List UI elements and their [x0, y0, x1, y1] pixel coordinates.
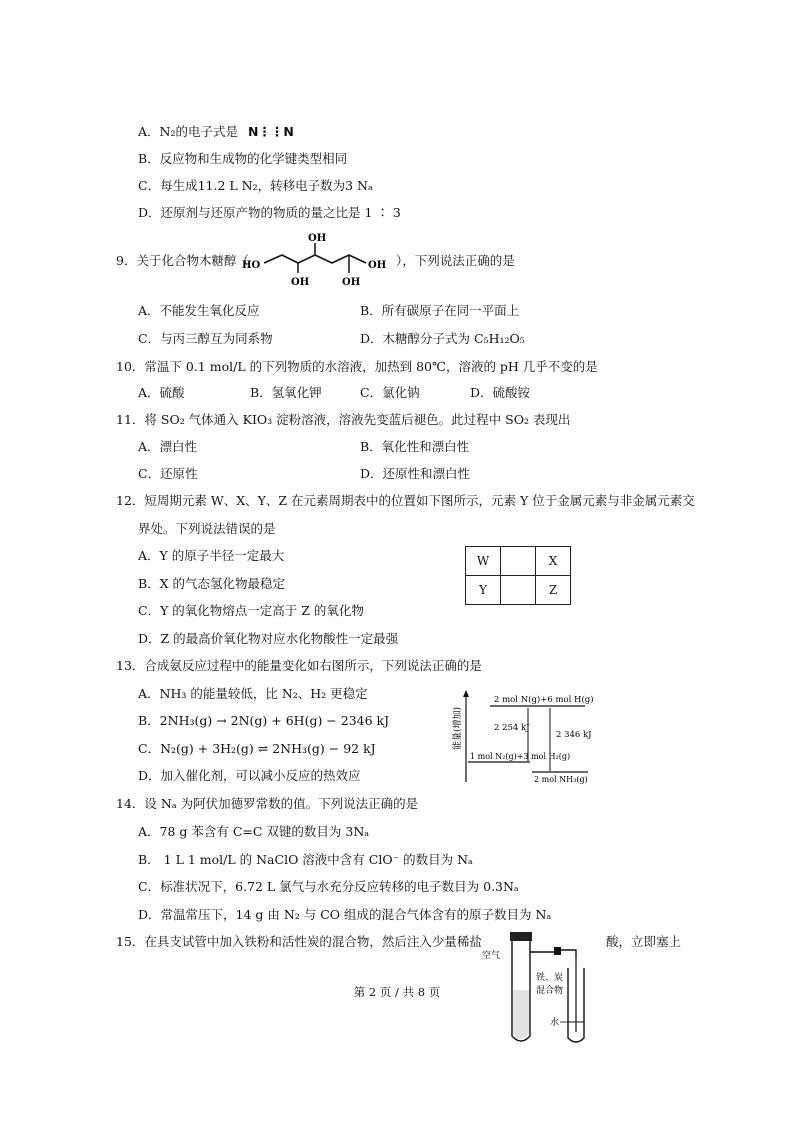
q11-option-b: B．氧化性和漂白性 [360, 439, 470, 454]
right-gap-label: 2 346 kJ [556, 730, 592, 740]
q14-option-b: B． 1 L 1 mol/L 的 NaClO 溶液中含有 ClO⁻ 的数目为 Nₐ [138, 852, 473, 867]
q12-option-d: D．Z 的最高价氧化物对应水化物酸性一定最强 [138, 631, 399, 646]
table-cell-empty [501, 547, 536, 576]
q12-stem-line1: 12．短周期元素 W、X、Y、Z 在元素周期表中的位置如下图所示，元素 Y 位于金属元素与非金属元素交 [116, 493, 695, 508]
q13-option-a: A．NH₃ 的能量较低，比 N₂、H₂ 更稳定 [138, 686, 368, 701]
left-gap-label: 2 254 kJ [494, 723, 530, 733]
periodic-table-excerpt [465, 546, 571, 605]
q14-option-d: D．常温常压下，14 g 由 N₂ 与 CO 组成的混合气体含有的原子数目为 Nₐ [138, 907, 552, 922]
q11-option-a: A．漂白性 [138, 439, 198, 454]
page-footer: 第 2 页 / 共 8 页 [353, 985, 441, 999]
q11-option-c: C．还原性 [138, 466, 198, 481]
table-row [466, 547, 571, 576]
q13-option-b: B．2NH₃(g) → 2N(g) + 6H(g) − 2346 kJ [138, 713, 390, 728]
delivery-tube [530, 950, 576, 958]
q9-option-a: A．不能发生氧化反应 [138, 303, 260, 318]
energy-level-diagram [450, 686, 600, 786]
q10-stem: 10．常温下 0.1 mol/L 的下列物质的水溶液，加热到 80℃，溶液的 pH 几乎不变的是 [116, 359, 598, 374]
q8-option-a-text: A．N₂的电子式是 [138, 124, 238, 139]
ho-label-left: HO [242, 260, 261, 271]
q14-option-a: A．78 g 苯含有 C=C 双键的数目为 3Nₐ [138, 824, 370, 839]
q14-stem: 14．设 Nₐ 为阿伏加德罗常数的值。下列说法正确的是 [116, 796, 419, 811]
table-cell-w: W [466, 547, 501, 576]
q13-stem: 13．合成氨反应过程中的能量变化如右图所示，下列说法正确的是 [116, 658, 482, 673]
q13-option-c: C．N₂(g) + 3H₂(g) ⇌ 2NH₃(g) − 92 kJ [138, 741, 376, 756]
q9-option-c: C．与丙三醇互为同系物 [138, 331, 273, 346]
table-cell-x: X [536, 547, 571, 576]
q12-option-b: B．X 的气态氢化物最稳定 [138, 576, 286, 591]
rubber-joint [554, 947, 561, 955]
table-cell-z: Z [536, 576, 571, 605]
stopper [510, 932, 532, 941]
q9-stem-end: ），下列说法正确的是 [396, 253, 515, 268]
level-middle-label: 1 mol N₂(g)+3 mol H₂(g) [470, 752, 571, 761]
q11-stem: 11．将 SO₂ 气体通入 KIO₃ 淀粉溶液，溶液先变蓝后褪色。此过程中 SO₂ 表现出 [116, 412, 571, 427]
q12-option-c: C．Y 的氧化物熔点一定高于 Z 的氧化物 [138, 603, 364, 618]
q8-option-b: B．反应物和生成物的化学键类型相同 [138, 151, 348, 166]
level-top-label: 2 mol N(g)+6 mol H(g) [494, 695, 594, 705]
carbon-chain [264, 255, 366, 263]
water-label: 水 [550, 1018, 560, 1028]
q8-option-a [138, 124, 294, 140]
oh-label-bottom-right: OH [342, 277, 361, 288]
oh-label-top: OH [308, 233, 327, 244]
oh-label-bottom-left: OH [291, 277, 310, 288]
q10-option-d: D．硫酸铵 [470, 385, 531, 400]
q8-option-c: C．每生成11.2 L N₂，转移电子数为3 Nₐ [138, 178, 373, 193]
q9-stem-start: 9．关于化合物木糖醇（ [116, 253, 249, 268]
q9-option-b: B．所有碳原子在同一平面上 [360, 303, 520, 318]
q9-option-d: D．木糖醇分子式为 C₅H₁₂O₅ [360, 331, 525, 346]
q10-option-a: A．硫酸 [138, 385, 185, 400]
mixture-label-1: 铁、炭 [536, 973, 564, 983]
oh-label-right: OH [368, 260, 387, 271]
table-cell-y: Y [466, 576, 501, 605]
level-bottom-label: 2 mol NH₃(g) [534, 775, 588, 784]
q13-option-d: D．加入催化剂，可以减小反应的热效应 [138, 768, 361, 783]
q15-stem-end: 酸，立即塞上 [606, 934, 682, 949]
n2-electron-formula: N⋮⋮N [247, 124, 294, 139]
q12-stem-line2: 界处。下列说法错误的是 [138, 521, 276, 536]
q11-option-d: D．还原性和漂白性 [360, 466, 471, 481]
q8-option-d: D．还原剂与还原产物的物质的量之比是 1 ∶ 3 [138, 205, 401, 220]
q14-option-c: C．标准状况下，6.72 L 氯气与水充分反应转移的电子数目为 0.3Nₐ [138, 879, 519, 894]
q15-stem-start: 15．在具支试管中加入铁粉和活性炭的混合物，然后注入少量稀盐 [116, 934, 482, 949]
table-cell-empty [501, 576, 536, 605]
q10-option-c: C．氯化钠 [360, 385, 420, 400]
axis-arrow-icon [463, 690, 469, 697]
air-label: 空气 [482, 951, 501, 961]
xylitol-structure [238, 229, 406, 293]
q12-option-a: A．Y 的原子半径一定最大 [138, 548, 285, 563]
energy-axis-label: 能量(增加) [453, 706, 463, 750]
q10-option-b: B．氢氧化钾 [250, 385, 322, 400]
mixture-label-2: 混合物 [536, 986, 564, 996]
table-row [466, 576, 571, 605]
